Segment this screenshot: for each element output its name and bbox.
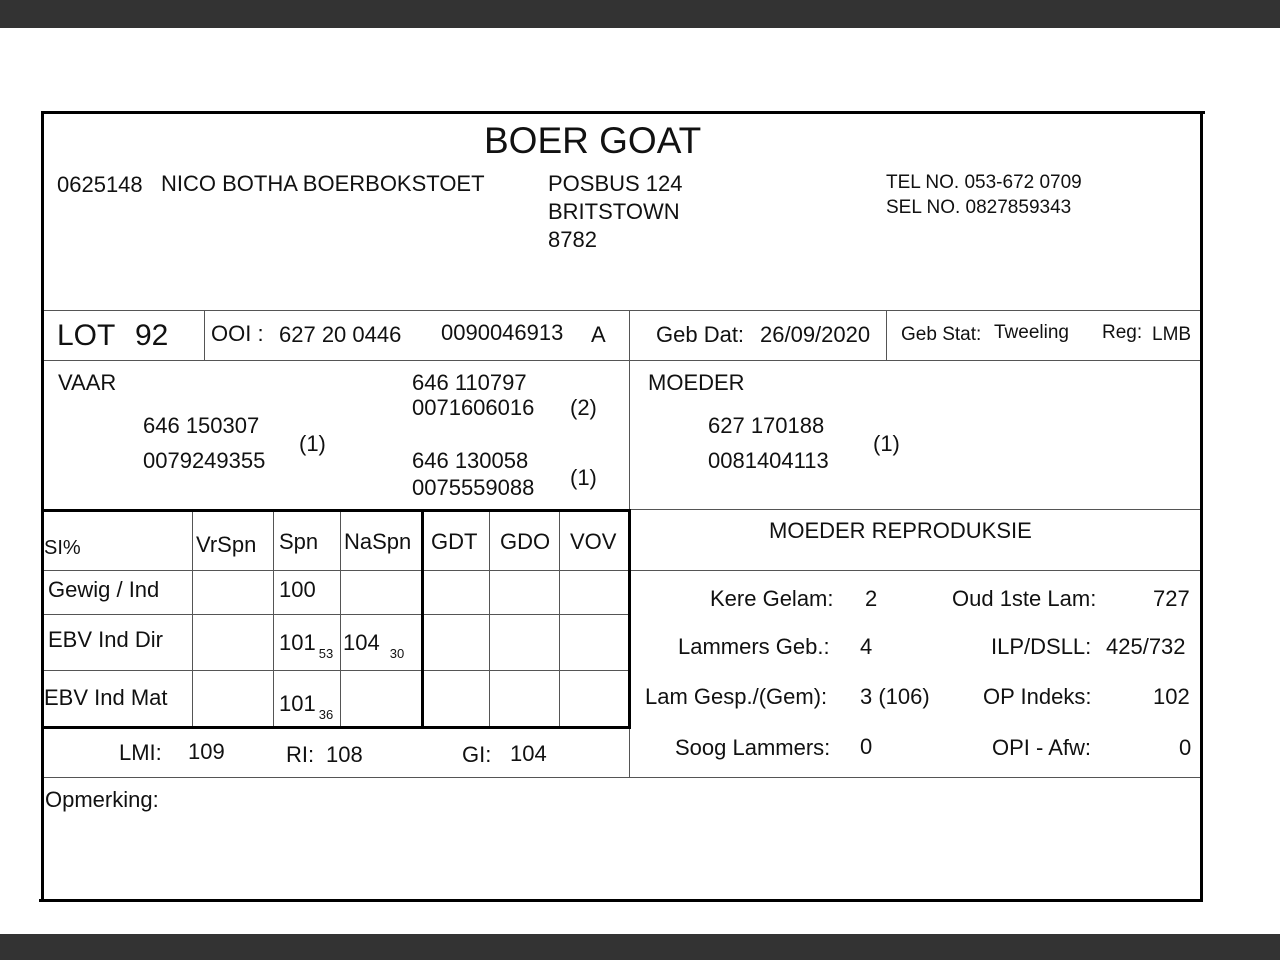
vaar-count: (1)	[299, 431, 326, 456]
moeder-reg: 0081404113	[708, 448, 829, 473]
birth-status-label: Geb Stat:	[901, 324, 982, 345]
breeder-code: 0625148	[57, 172, 143, 197]
si-header-vrspn: VrSpn	[196, 532, 257, 557]
ri-label: RI:	[286, 742, 315, 767]
opind-label: OP Indeks:	[983, 684, 1092, 709]
ilp-label: ILP/DSLL:	[991, 634, 1092, 659]
lot-number: 92	[135, 319, 169, 352]
frame-right	[1200, 111, 1203, 902]
divider-si-row1	[44, 614, 630, 615]
vaar-sire-reg: 0071606016	[412, 395, 535, 420]
opiafw-value: 0	[1179, 735, 1192, 760]
lmi-label: LMI:	[119, 740, 162, 765]
divider-si-col3	[340, 512, 341, 727]
frame-top	[41, 111, 1205, 114]
si-row-label-ebv-mat: EBV Ind Mat	[44, 685, 168, 710]
reg-label: Reg:	[1102, 322, 1143, 343]
si-ebv-dir-naspn-accuracy: 30	[389, 646, 405, 661]
si-table-split	[421, 509, 424, 727]
bottom-bar	[0, 934, 1280, 960]
si-gewig-spn: 100	[279, 577, 316, 602]
lamgesp-label: Lam Gesp./(Gem):	[645, 684, 828, 709]
si-table-bottom	[42, 726, 631, 729]
lammers-label: Lammers Geb.:	[678, 634, 830, 659]
vaar-dam-id: 646 130058	[412, 448, 529, 473]
si-header-spn: Spn	[279, 529, 319, 554]
vaar-label: VAAR	[58, 370, 117, 395]
kere-value: 2	[865, 586, 878, 611]
divider-si-col6	[559, 512, 560, 727]
lamgesp-value: 3 (106)	[860, 684, 930, 709]
si-row-label-ebv-dir: EBV Ind Dir	[48, 627, 163, 652]
gi-value: 104	[510, 741, 547, 766]
si-header-vov: VOV	[570, 529, 617, 554]
tel-number: TEL NO. 053-672 0709	[886, 172, 1082, 193]
si-header-gdt: GDT	[431, 529, 478, 554]
breeder-name: NICO BOTHA BOERBOKSTOET	[161, 171, 485, 196]
soog-value: 0	[860, 734, 873, 759]
address-line-1: POSBUS 124	[548, 171, 683, 196]
reg-value: LMB	[1152, 324, 1192, 345]
ooi-grade: A	[591, 322, 606, 347]
si-ebv-dir-naspn-value: 104	[343, 630, 380, 655]
vaar-dam-count: (1)	[570, 465, 597, 490]
si-ebv-mat-spn-value: 101	[279, 691, 316, 716]
moeder-count: (1)	[873, 431, 900, 456]
card-title: BOER GOAT	[484, 120, 702, 161]
vaar-id: 646 150307	[143, 413, 260, 438]
sel-number: SEL NO. 0827859343	[886, 197, 1072, 218]
birth-date-label: Geb Dat:	[656, 322, 745, 347]
vaar-sire-count: (2)	[570, 395, 597, 420]
vaar-sire-id: 646 110797	[412, 370, 527, 395]
birth-date: 26/09/2020	[760, 322, 871, 347]
lammers-value: 4	[860, 634, 873, 659]
divider-header	[44, 310, 1200, 311]
soog-label: Soog Lammers:	[675, 735, 831, 760]
ooi-label: OOI :	[211, 321, 264, 346]
birth-status: Tweeling	[994, 322, 1069, 343]
si-ebv-mat-spn-accuracy: 36	[318, 707, 334, 722]
si-ebv-dir-naspn	[343, 632, 404, 660]
divider-lot-row	[44, 360, 1200, 361]
address-line-3: 8782	[548, 227, 597, 252]
divider-si-col2	[273, 512, 274, 727]
frame-bottom	[39, 899, 1202, 902]
ri-value: 108	[326, 742, 363, 767]
moeder-id: 627 170188	[708, 413, 825, 438]
si-ebv-dir-spn	[279, 632, 333, 660]
divider-gebdat	[886, 311, 887, 360]
opiafw-label: OPI - Afw:	[992, 735, 1092, 760]
repro-title: MOEDER REPRODUKSIE	[769, 518, 1032, 543]
kere-label: Kere Gelam:	[710, 586, 834, 611]
si-row-label-gewig: Gewig / Ind	[48, 577, 160, 602]
top-bar	[0, 0, 1280, 28]
divider-remarks	[44, 777, 1200, 778]
si-ebv-dir-spn-accuracy: 53	[318, 646, 334, 661]
vaar-dam-reg: 0075559088	[412, 475, 535, 500]
divider-si-header	[44, 570, 630, 571]
opind-value: 102	[1153, 684, 1190, 709]
divider-si-col5	[489, 512, 490, 727]
ilp-value: 425/732	[1106, 634, 1186, 659]
divider-lot	[204, 311, 205, 360]
si-table-right	[628, 509, 631, 727]
lot-label: LOT	[57, 319, 116, 352]
divider-si-row2	[44, 670, 630, 671]
si-table-top	[42, 509, 631, 512]
divider-repro-title	[630, 570, 1200, 571]
lmi-value: 109	[188, 739, 225, 764]
ooi-reg-no: 0090046913	[441, 320, 564, 345]
si-ebv-dir-spn-value: 101	[279, 630, 316, 655]
oud-value: 727	[1153, 586, 1190, 611]
frame-left	[41, 111, 44, 902]
divider-pedigree	[630, 509, 1200, 510]
si-header-naspn: NaSpn	[344, 529, 412, 554]
ooi-id: 627 20 0446	[279, 322, 402, 347]
si-header-gdo: GDO	[500, 529, 551, 554]
divider-si-col1	[192, 512, 193, 727]
si-ebv-mat-spn	[279, 693, 333, 721]
gi-label: GI:	[462, 742, 492, 767]
moeder-label: MOEDER	[648, 370, 745, 395]
oud-label: Oud 1ste Lam:	[952, 586, 1097, 611]
si-header-si: SI%	[44, 537, 81, 559]
vaar-reg: 0079249355	[143, 448, 266, 473]
remarks-label: Opmerking:	[45, 787, 159, 812]
address-line-2: BRITSTOWN	[548, 199, 680, 224]
